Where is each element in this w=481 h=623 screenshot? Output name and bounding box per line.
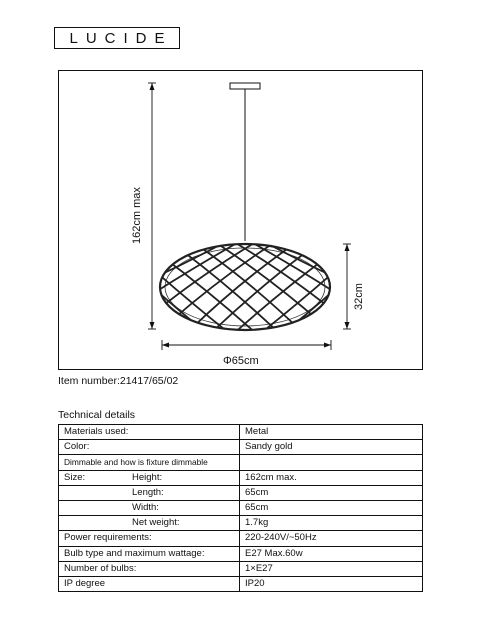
- shade-height-dimension-line: [343, 244, 351, 329]
- table-row: [59, 516, 423, 531]
- height-value: 162cm max.: [240, 470, 423, 485]
- table-row: [59, 561, 423, 576]
- power-label: Power requirements:: [59, 531, 240, 546]
- net-weight-value: 1.7kg: [240, 516, 423, 531]
- width-cell: [59, 500, 240, 515]
- table-row: [59, 500, 423, 515]
- table-row: [59, 485, 423, 500]
- table-row: [59, 531, 423, 546]
- shade-lattice: [146, 233, 344, 336]
- table-row: [59, 470, 423, 485]
- table-row: [59, 440, 423, 455]
- ceiling-canopy: [230, 83, 260, 89]
- table-row: [59, 576, 423, 591]
- technical-details-title: Technical details: [58, 409, 136, 421]
- num-bulbs-label: Number of bulbs:: [59, 561, 240, 576]
- color-label: Color:: [59, 440, 240, 455]
- length-cell: [59, 485, 240, 500]
- shade-outline: [160, 244, 330, 330]
- pendant-lamp-diagram: [59, 71, 424, 371]
- brand-logo: LUCIDE: [54, 27, 180, 49]
- bulb-label: Bulb type and maximum wattage:: [59, 546, 240, 561]
- dimmable-label: Dimmable and how is fixture dimmable: [59, 455, 240, 470]
- color-value: Sandy gold: [240, 440, 423, 455]
- size-label: Size:: [64, 471, 86, 483]
- diameter-label: Φ65cm: [223, 355, 259, 367]
- dimmable-value: [240, 455, 423, 470]
- net-weight-label: Net weight:: [132, 517, 180, 529]
- technical-details-table: [58, 424, 423, 592]
- table-row: [59, 546, 423, 561]
- net-weight-cell: [59, 516, 240, 531]
- table-row: [59, 455, 423, 470]
- length-label: Length:: [132, 486, 164, 498]
- table-row: [59, 425, 423, 440]
- bulb-value: E27 Max.60w: [240, 546, 423, 561]
- ip-value: IP20: [240, 576, 423, 591]
- height-label: Height:: [132, 471, 163, 483]
- width-label: Width:: [132, 502, 159, 514]
- shade-height-label: 32cm: [353, 283, 365, 310]
- length-value: 65cm: [240, 485, 423, 500]
- ip-label: IP degree: [59, 576, 240, 591]
- width-value: 65cm: [240, 500, 423, 515]
- power-value: 220-240V/~50Hz: [240, 531, 423, 546]
- diameter-dimension-line: [162, 340, 331, 350]
- item-number: Item number:21417/65/02: [58, 375, 179, 387]
- size-height-cell: [59, 470, 240, 485]
- product-drawing: [58, 70, 423, 370]
- materials-value: Metal: [240, 425, 423, 440]
- height-label: 162cm max: [131, 187, 143, 244]
- num-bulbs-value: 1×E27: [240, 561, 423, 576]
- height-dimension-line: [148, 83, 156, 329]
- materials-label: Materials used:: [59, 425, 240, 440]
